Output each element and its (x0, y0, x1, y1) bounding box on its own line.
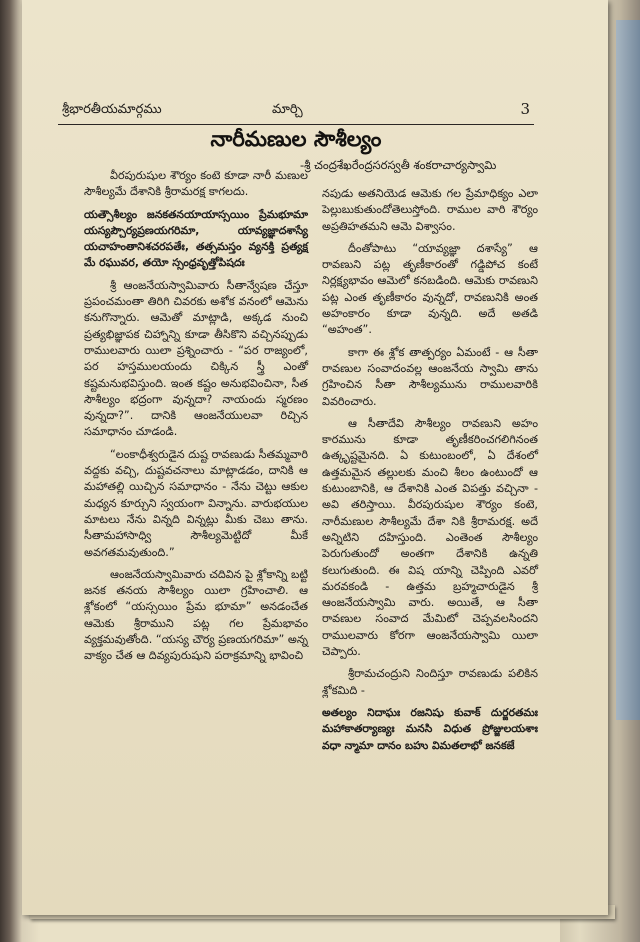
article-author: -శ్రీ చంద్రశేఖరేంద్రసరస్వతీ శంకరాచార్యస్వామి (300, 158, 497, 172)
paragraph: ఆ సీతాదేవి సౌశీల్యం రావణుని అహం కారమును కూడా తృణీకరించగలిగినంత ఉత్కృష్టమైనది. ఏ కుటుంబంలో, ఏ దేశంలో ఉత్తమమైన తల్లులకు మంచి శీలం ఉంటుందో ఆ కుటుంబానికి, ఆ దేశానికి ఎంత విపత్తు వచ్చినా - అవి తరిస్తాయి. వీరపురుషుల శౌర్యం కంటె, నారీమణుల సౌశీల్యమే దేశా నికి శ్రీరామరక్ష. అదే అన్నిటిని దహిస్తుంది. ఎంతెంత సౌశీల్యం పెరుగుతుందో అంతగా దేశానికి ఉన్నతి కలుగుతుంది. ఈ విష యాన్ని చెప్పింది ఎవరో మరవకండి - ఉత్తమ బ్రహ్మచారుడైన శ్రీ ఆంజనేయస్వామి వారు. అయితే, ఆ సీతా రావణుల సంవాద మేమిటో చెప్పవలసిందని రాములవారు కోరగా ఆంజనేయస్వామి యిలా చెప్పారు. (322, 416, 538, 659)
paragraph: దీంతోపాటు “యావ్యజ్ఞా దశాస్యే” ఆ రావణుని పట్ల తృణీకారంతో గడ్డిపోచ కంటే నిర్లక్ష్యభావం ఆమెలో కనబడింది. ఆమెకు రావణుని పట్ల ఎంత తృణీకారం వున్నదో, రావణునికి అంత అహంకారం కూడా వున్నది. అదే అతడి “అహంత”. (322, 241, 538, 337)
running-header (58, 100, 534, 122)
header-rule (58, 124, 534, 125)
shloka-verse: అతల్యం నిదాఘః రజనిషు కువాక్ దుర్జరతమః మహాకాతర్యాణ్యః మనసి విధుత ప్రోజ్జులయశాః వధా న్మామా దానం బహు విమతలాభో జనకజే (322, 705, 538, 752)
right-column (322, 186, 538, 760)
paragraph: ఆంజనేయస్వామివారు చదివిన పై శ్లోకాన్ని బట్టి జనక తనయ సౌశీల్యం యిలా గ్రహించాలి. ఆ శ్లోకంలో “యస్సయిం ప్రేమ భూమా” అనడంచేత ఆమెకు శ్రీరాముని పట్ల గల ప్రేమభావం వ్యక్తమవుతోంది. “యస్య చౌర్య ప్రణయగరిమా” అన్న వాక్యం చేత ఆ దివ్యపురుషుని పరాక్రమాన్ని భావించి (84, 567, 308, 663)
paragraph: వీరపురుషుల శౌర్యం కంటె కూడా నారీ మణుల సౌశీల్యమే దేశానికి శ్రీరామరక్ష కాగలదు. (84, 169, 308, 199)
shloka-verse: యత్సౌశీల్యం జనకతనయాయాస్సయిం ప్రేమభూమా యస్యప్చౌర్యప్రణయగరిమా, యావ్యజ్ఞాదశాస్యే యచాహంతానిశచరపతేః, తత్సమస్తం వ్యనక్తి ప్రత్యక్ష మే రఘువర, తయో స్సంధ్రవృత్తోపిషదః (84, 207, 308, 270)
paragraph: శ్రీ ఆంజనేయస్వామివారు సీతాన్వేషణ చేస్తూ ప్రపంచమంతా తిరిగి చివరకు అశోక వనంలో ఆమెను కనుగొన్నారు. ఆమెతో మాట్లాడి, అక్కడ నుంచి ప్రత్యభిజ్ఞాపక చిహ్నాన్ని కూడా తీసికొని వచ్చినప్పుడు రాములవారు యిలా ప్రశ్నించారు - “పర రాజ్యంలో, పర హస్తములయందు చిక్కిన స్త్రీ ఎంతో కష్టమనుభవిస్తుంది. ఇంత కష్టం అనుభవించినా, సీత సౌశీల్యం భద్రంగా వున్నదా? నాయందు స్మరణం వున్నదా?”. దానికి ఆంజనేయులవా రిచ్చిన సమాధానం చూడండి. (84, 278, 308, 439)
left-column (84, 168, 308, 671)
magazine-name: శ్రీభారతీయమార్గము (62, 102, 162, 117)
article-title: నారీమణుల సౌశీల్యం (210, 127, 382, 151)
page-number: 3 (520, 100, 530, 118)
paragraph: కాగా ఈ శ్లోక తాత్పర్యం ఏమంటే - ఆ సీతా రావణుల సంవాదంవల్ల ఆంజనేయ స్వామి తాను గ్రహించిన సీతా సౌశీల్యమును రాములవారికి వివరించారు. (322, 345, 538, 408)
paragraph: నపుడు అతనియెడ ఆమెకు గల ప్రేమాధిక్యం ఎలా పెల్లుబుకుతుందోతెలుస్తోంది. రాముల వారి శౌర్యం అప్రతిహతమని ఆమె విశ్వాసం. (322, 187, 538, 233)
paragraph: “లంకాధీశ్వరుడైన దుష్ట రావణుడు సీతమ్మవారి వద్దకు వచ్చి, దుష్టవచనాలు మాట్లాడడం, దానికి ఆ మహాతల్లి యిచ్చిన సమాధానం - నేను చెట్టు ఆకుల మధ్యన కూర్చుని స్వయంగా విన్నాను. వారుభయుల మాటలు నేను విన్నది విన్నట్లు మీకు చెబు తాను. సీతామహాసాధ్వి సౌశీల్యమెట్టిదో మీకే అవగతమవుతుంది.” (84, 447, 308, 559)
issue-month: మార్చి (272, 102, 303, 117)
paragraph: శ్రీరామచంద్రుని నిందిస్తూ రావణుడు పలికిన శ్లోకమిది - (322, 667, 538, 697)
underlying-cover-edge (616, 20, 640, 720)
